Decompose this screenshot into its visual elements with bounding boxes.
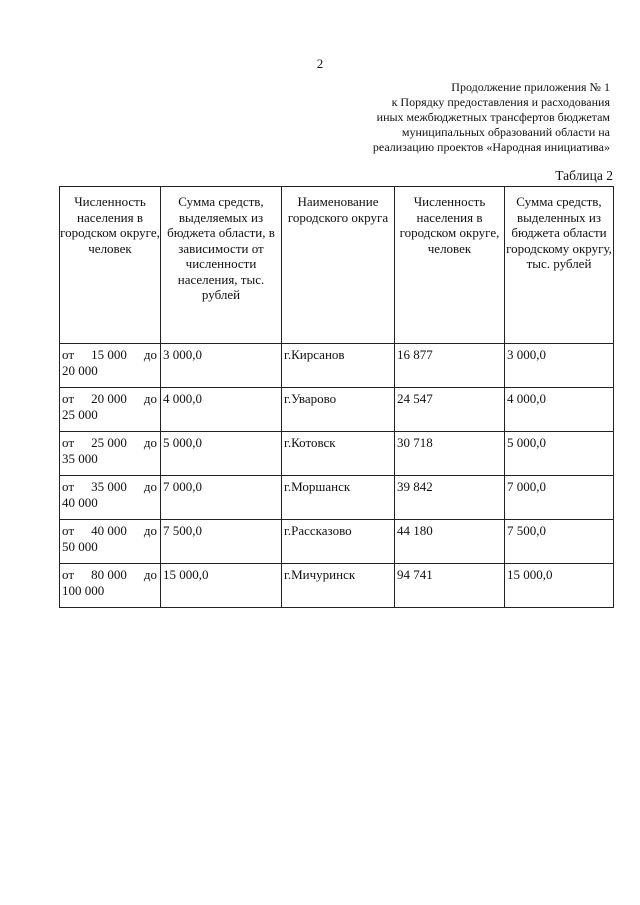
population-cell: 94 741 <box>395 564 505 608</box>
district-name-cell: г.Котовск <box>282 432 395 476</box>
population-range-cell <box>60 520 161 564</box>
allocated-sum-cell: 4 000,0 <box>161 388 282 432</box>
range-from-word: от <box>62 567 75 582</box>
range-to-value: 100 000 <box>62 582 105 598</box>
allocated-sum-cell: 7 000,0 <box>161 476 282 520</box>
population-cell: 24 547 <box>395 388 505 432</box>
range-from-word: от <box>62 479 75 494</box>
allocated-sum-cell: 5 000,0 <box>161 432 282 476</box>
range-from-value: 40 000 <box>91 523 127 538</box>
appendix-note <box>320 80 610 155</box>
range-to-word: до <box>143 567 157 582</box>
granted-sum-cell: 15 000,0 <box>505 564 614 608</box>
column-header-population: Численность населения в городском округе, человек <box>395 187 505 344</box>
column-header-population-range: Численность населения в городском округе, человек <box>60 187 161 344</box>
table-row <box>60 344 614 388</box>
range-to-value: 35 000 <box>62 450 98 466</box>
range-from-value: 15 000 <box>91 347 127 362</box>
range-from-word: от <box>62 347 75 362</box>
table-row <box>60 388 614 432</box>
range-from-word: от <box>62 523 75 538</box>
table-row <box>60 520 614 564</box>
population-range-cell <box>60 476 161 520</box>
table-header-row <box>60 187 614 344</box>
column-header-district-name: Наименование городского округа <box>282 187 395 344</box>
range-to-value: 40 000 <box>62 494 98 510</box>
range-from-value: 20 000 <box>91 391 127 406</box>
granted-sum-cell: 4 000,0 <box>505 388 614 432</box>
population-cell: 39 842 <box>395 476 505 520</box>
population-cell: 44 180 <box>395 520 505 564</box>
district-name-cell: г.Кирсанов <box>282 344 395 388</box>
range-from-word: от <box>62 435 75 450</box>
appendix-note-line: к Порядку предоставления и расходования <box>391 95 610 109</box>
range-to-value: 20 000 <box>62 362 98 378</box>
table-row <box>60 432 614 476</box>
table-row <box>60 476 614 520</box>
range-to-value: 25 000 <box>62 406 98 422</box>
population-range-cell <box>60 432 161 476</box>
range-from-value: 25 000 <box>91 435 127 450</box>
district-name-cell: г.Мичуринск <box>282 564 395 608</box>
appendix-note-line: реализацию проектов «Народная инициатива» <box>372 140 610 154</box>
population-cell: 30 718 <box>395 432 505 476</box>
range-from-value: 80 000 <box>91 567 127 582</box>
population-range-cell <box>60 564 161 608</box>
range-to-word: до <box>143 347 157 362</box>
table-body <box>60 344 614 608</box>
granted-sum-cell: 5 000,0 <box>505 432 614 476</box>
district-name-cell: г.Рассказово <box>282 520 395 564</box>
appendix-note-line: муниципальных образований области на <box>401 125 610 139</box>
page-number: 2 <box>316 56 324 71</box>
appendix-note-line: Продолжение приложения № 1 <box>451 80 610 94</box>
granted-sum-cell: 7 500,0 <box>505 520 614 564</box>
allocated-sum-cell: 15 000,0 <box>161 564 282 608</box>
population-range-cell <box>60 344 161 388</box>
population-cell: 16 877 <box>395 344 505 388</box>
range-to-word: до <box>143 523 157 538</box>
allocated-sum-cell: 7 500,0 <box>161 520 282 564</box>
granted-sum-cell: 7 000,0 <box>505 476 614 520</box>
column-header-granted-sum: Сумма средств, выделенных из бюджета области городскому округу, тыс. рублей <box>505 187 614 344</box>
range-from-word: от <box>62 391 75 406</box>
table-caption: Таблица 2 <box>555 168 613 183</box>
range-to-word: до <box>143 391 157 406</box>
column-header-allocated-sum: Сумма средств, выделяемых из бюджета области, в зависимости от численности населения, тыс. рублей <box>161 187 282 344</box>
range-to-value: 50 000 <box>62 538 98 554</box>
range-from-value: 35 000 <box>91 479 127 494</box>
district-name-cell: г.Уварово <box>282 388 395 432</box>
population-range-cell <box>60 388 161 432</box>
district-name-cell: г.Моршанск <box>282 476 395 520</box>
range-to-word: до <box>143 479 157 494</box>
table-row <box>60 564 614 608</box>
allocated-sum-cell: 3 000,0 <box>161 344 282 388</box>
allocation-table <box>59 186 614 608</box>
range-to-word: до <box>143 435 157 450</box>
appendix-note-line: иных межбюджетных трансфертов бюджетам <box>376 110 610 124</box>
granted-sum-cell: 3 000,0 <box>505 344 614 388</box>
